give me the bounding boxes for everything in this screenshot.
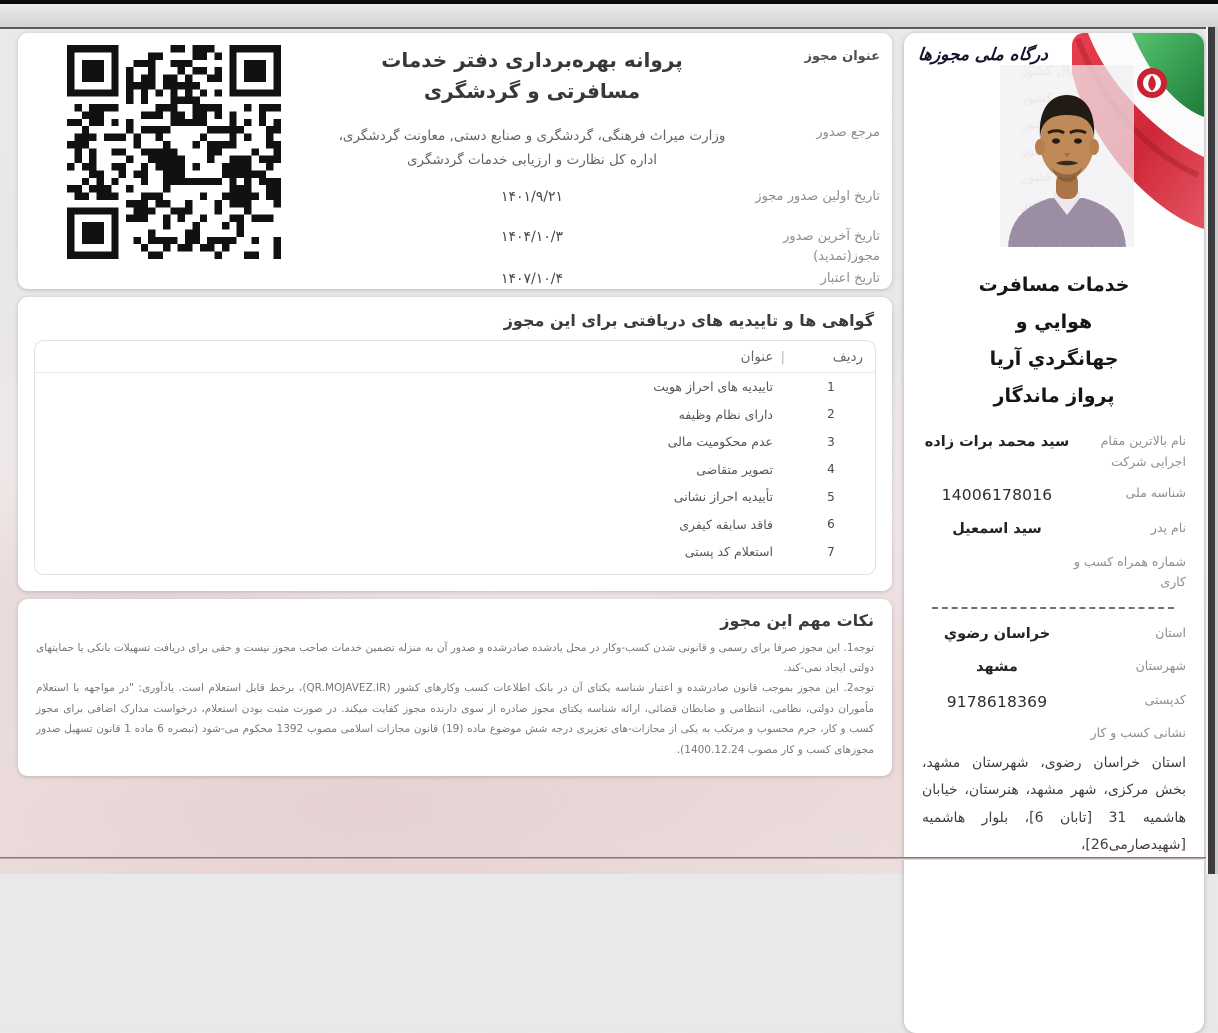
- background-divider-line: [0, 857, 1206, 860]
- row-title: عدم محکومیت مالی: [667, 434, 773, 450]
- company-name-line: جهانگردي آريا: [989, 348, 1119, 370]
- table-row: [35, 401, 875, 429]
- notes-card: [18, 599, 892, 777]
- field-business-mobile: شماره همراه کسب و کاری: [1073, 553, 1186, 590]
- company-name-line: خدمات مسافرت: [978, 274, 1130, 296]
- row-title: دارای نظام وظیفه: [678, 406, 773, 422]
- license-page: [18, 33, 1204, 874]
- company-name-line: هوايي و: [1015, 311, 1093, 333]
- business-address: استان خراسان رضوی، شهرستان مشهد، بخش مرکزی، شهر مشهد، هنرستان، خیابان هاشمیه 31 [تابان 6]، بلوار هاشمیه [شهیدصارمی26]،: [922, 754, 1187, 853]
- row-number: 7: [827, 544, 835, 559]
- sidebar-header: [904, 33, 1204, 251]
- field-father-name: نام پدر سید اسمعیل: [952, 520, 1186, 538]
- license-header-card: [18, 33, 892, 289]
- validity-date: ۱۴۰۷/۱۰/۴: [500, 271, 564, 287]
- last-issue-date: ۱۴۰۴/۱۰/۳: [500, 229, 564, 245]
- field-postal-code: کدپستی 9178618369: [946, 691, 1186, 711]
- window-title-bar: [0, 4, 1218, 29]
- row-title: تصویر متقاضی: [696, 461, 773, 477]
- window-right-edge: [1206, 27, 1218, 874]
- issuer-label: مرجع صدور: [816, 125, 880, 140]
- certificates-table: [34, 340, 876, 575]
- company-name-line: پرواز ماندگار: [993, 385, 1115, 407]
- validity-date-label: تاریخ اعتبار: [820, 271, 880, 286]
- row-number: 4: [827, 462, 835, 477]
- row-number: 2: [827, 407, 835, 422]
- last-issue-date-label: تاریخ آخرین صدور مجوز(تمدید): [783, 229, 880, 265]
- field-national-id: شناسه ملی 14006178016: [941, 485, 1186, 505]
- company-name: [904, 267, 1204, 415]
- header-separator: |: [780, 349, 785, 365]
- notes-title: نکات مهم این مجوز: [720, 610, 874, 630]
- row-title: استعلام کد پستی: [684, 544, 773, 560]
- row-number: 1: [827, 379, 835, 394]
- column-header-title: |عنوان: [740, 349, 785, 365]
- issuer-value: وزارت میراث فرهنگی، گردشگری و صنایع دستی, معاونت گردشگری، اداره کل نظارت و ارزیابی خدمات گردشگری: [338, 128, 726, 168]
- license-holder-photo: [1000, 65, 1134, 247]
- table-row: [35, 428, 875, 456]
- certificates-title: گواهی ها و تاییدیه های دریافتی برای این مجوز: [503, 311, 874, 330]
- note-1: توجه1. این مجوز صرفا برای رسمی و قانونی شدن کسب-وکار در محل یادشده صادرشده و صدور آن به منزله تضمین خدمات صاحب مجوز نیست و حقی برای دریافت تسهیلات بانکی یا حمایتهای دولتی ایجاد نمی-کند.: [36, 641, 874, 674]
- license-title-label: عنوان مجوز: [804, 49, 880, 64]
- dashed-divider: [932, 607, 1174, 609]
- note-2: توجه2. این مجوز بموجب قانون صادرشده و اعتبار شناسه یکتای آن در بانک اطلاعات کسب وکارهای کشور (QR.MOJAVEZ.IR)، برخط قابل استعلام است. یادآوری: "در مواجهه با استعلام مأموران دولتی، نظامی، انتظامی و ضابطان قضائی، ارائه شناسه یکتای مجوز صادره از سوی دارنده مجوز کفایت میکند. در صورت مثبت بودن استعلام، درخواست مدارک اضافی برای مجوز کسب و کار، جرم محسوب و مرتکب به یکی از مجازات-های تعزیری درجه شش موضوع ماده (19) قانون مجازات اسلامی مصوب 1392 محکوم می-شود (تبصره 6 ماده 1 قانون تسهیل صدور مجوزهای کسب و کار مصوب 1400.12.24).: [36, 682, 874, 756]
- qr-code: [67, 45, 281, 259]
- license-sidebar: [904, 33, 1204, 1033]
- row-number: 6: [827, 517, 835, 532]
- column-header-row-number: ردیف: [832, 349, 863, 365]
- field-business-address-label: نشانی کسب و کار: [1090, 724, 1186, 740]
- table-row: [35, 511, 875, 539]
- national-license-portal-logo: درگاه ملی مجوزها: [916, 45, 1049, 65]
- row-number: 5: [827, 489, 835, 504]
- first-issue-date-label: تاریخ اولین صدور مجوز: [755, 189, 880, 204]
- table-row: [35, 483, 875, 511]
- row-title: فاقد سابقه کیفری: [679, 516, 773, 532]
- certificates-table-header: [35, 341, 875, 373]
- field-ceo-name: نام بالاترین مقام اجرایی شرکت سید محمد برات زاده: [924, 433, 1186, 469]
- row-title: تاییدیه های احراز هویت: [653, 379, 773, 395]
- certificates-table-body: [35, 373, 875, 566]
- row-title: تأییدیه احراز نشانی: [673, 489, 773, 505]
- table-row: [35, 373, 875, 401]
- license-main-column: [18, 33, 892, 874]
- license-title: پروانه بهره‌برداری دفتر خدمات مسافرتی و گردشگری: [381, 48, 683, 103]
- sidebar-fields: [904, 415, 1204, 714]
- field-province: استان خراسان رضوي: [943, 624, 1186, 642]
- field-county: شهرستان مشهد: [976, 658, 1186, 676]
- row-number: 3: [827, 434, 835, 449]
- table-row: [35, 456, 875, 484]
- table-row: [35, 538, 875, 566]
- certificates-card: [18, 297, 892, 591]
- first-issue-date: ۱۴۰۱/۹/۲۱: [500, 189, 564, 205]
- qr-cell: [24, 43, 324, 289]
